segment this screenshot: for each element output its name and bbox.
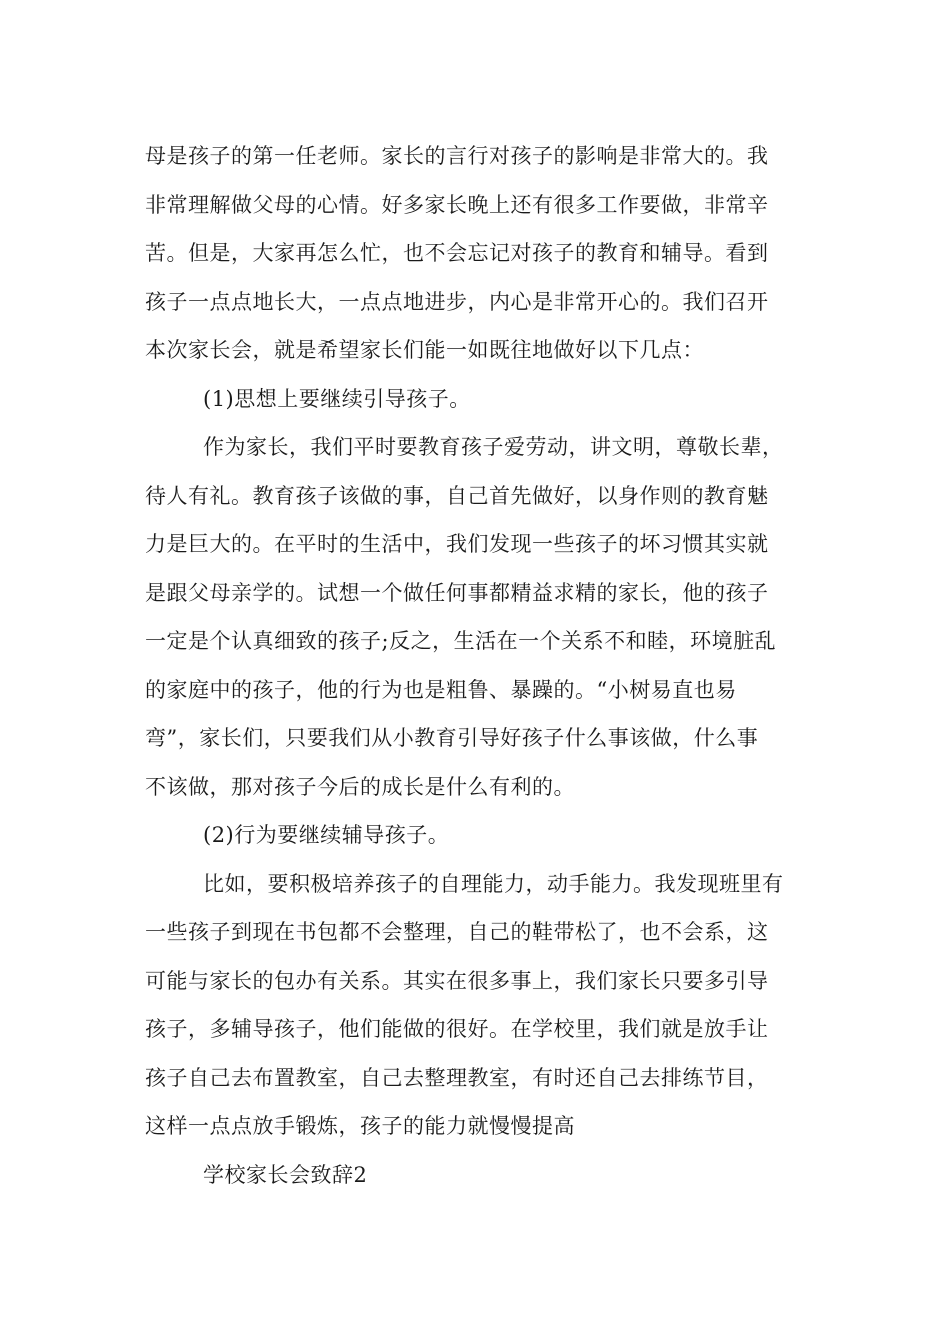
body-line: 孩子自己去布置教室，自己去整理教室，有时还自己去排练节目， xyxy=(145,1065,769,1090)
body-line: 非常理解做父母的心情。好多家长晚上还有很多工作要做，非常辛 xyxy=(145,192,769,217)
body-line: 的家庭中的孩子，他的行为也是粗鲁、暴躁的。“小树易直也易 xyxy=(145,677,737,702)
body-line: 比如，要积极培养孩子的自理能力，动手能力。我发现班里有 xyxy=(203,871,784,896)
body-line: 是跟父母亲学的。试想一个做任何事都精益求精的家长，他的孩子 xyxy=(145,580,769,605)
section-heading: (2)行为要继续辅导孩子。 xyxy=(203,823,450,847)
body-line: 这样一点点放手锻炼，孩子的能力就慢慢提高 xyxy=(145,1114,575,1138)
body-line: 孩子一点点地长大，一点点地进步，内心是非常开心的。我们召开 xyxy=(145,289,769,314)
body-line: 不该做，那对孩子今后的成长是什么有利的。 xyxy=(145,774,575,799)
body-line: 力是巨大的。在平时的生活中，我们发现一些孩子的坏习惯其实就 xyxy=(145,532,769,556)
body-line: 待人有礼。教育孩子该做的事，自己首先做好，以身作则的教育魅 xyxy=(145,483,769,508)
document-body xyxy=(145,132,809,1199)
body-line: 母是孩子的第一任老师。家长的言行对孩子的影响是非常大的。我 xyxy=(145,144,769,168)
body-line: 苦。但是，大家再怎么忙，也不会忘记对孩子的教育和辅导。看到 xyxy=(145,241,769,265)
section-heading: (1)思想上要继续引导孩子。 xyxy=(203,386,471,411)
body-line: 一些孩子到现在书包都不会整理，自己的鞋带松了，也不会系，这 xyxy=(145,920,769,944)
body-line: 可能与家长的包办有关系。其实在很多事上，我们家长只要多引导 xyxy=(145,968,769,993)
body-line: 弯”，家长们，只要我们从小教育引导好孩子什么事该做，什么事 xyxy=(145,726,759,750)
body-line: 本次家长会，就是希望家长们能一如既往地做好以下几点： xyxy=(145,338,704,362)
body-line: 一定是个认真细致的孩子;反之，生活在一个关系不和睦，环境脏乱 xyxy=(145,629,777,653)
body-line: 孩子，多辅导孩子，他们能做的很好。在学校里，我们就是放手让 xyxy=(145,1017,769,1041)
document-title: 学校家长会致辞2 xyxy=(203,1162,368,1187)
body-line: 作为家长，我们平时要教育孩子爱劳动，讲文明，尊敬长辈， xyxy=(203,435,784,459)
